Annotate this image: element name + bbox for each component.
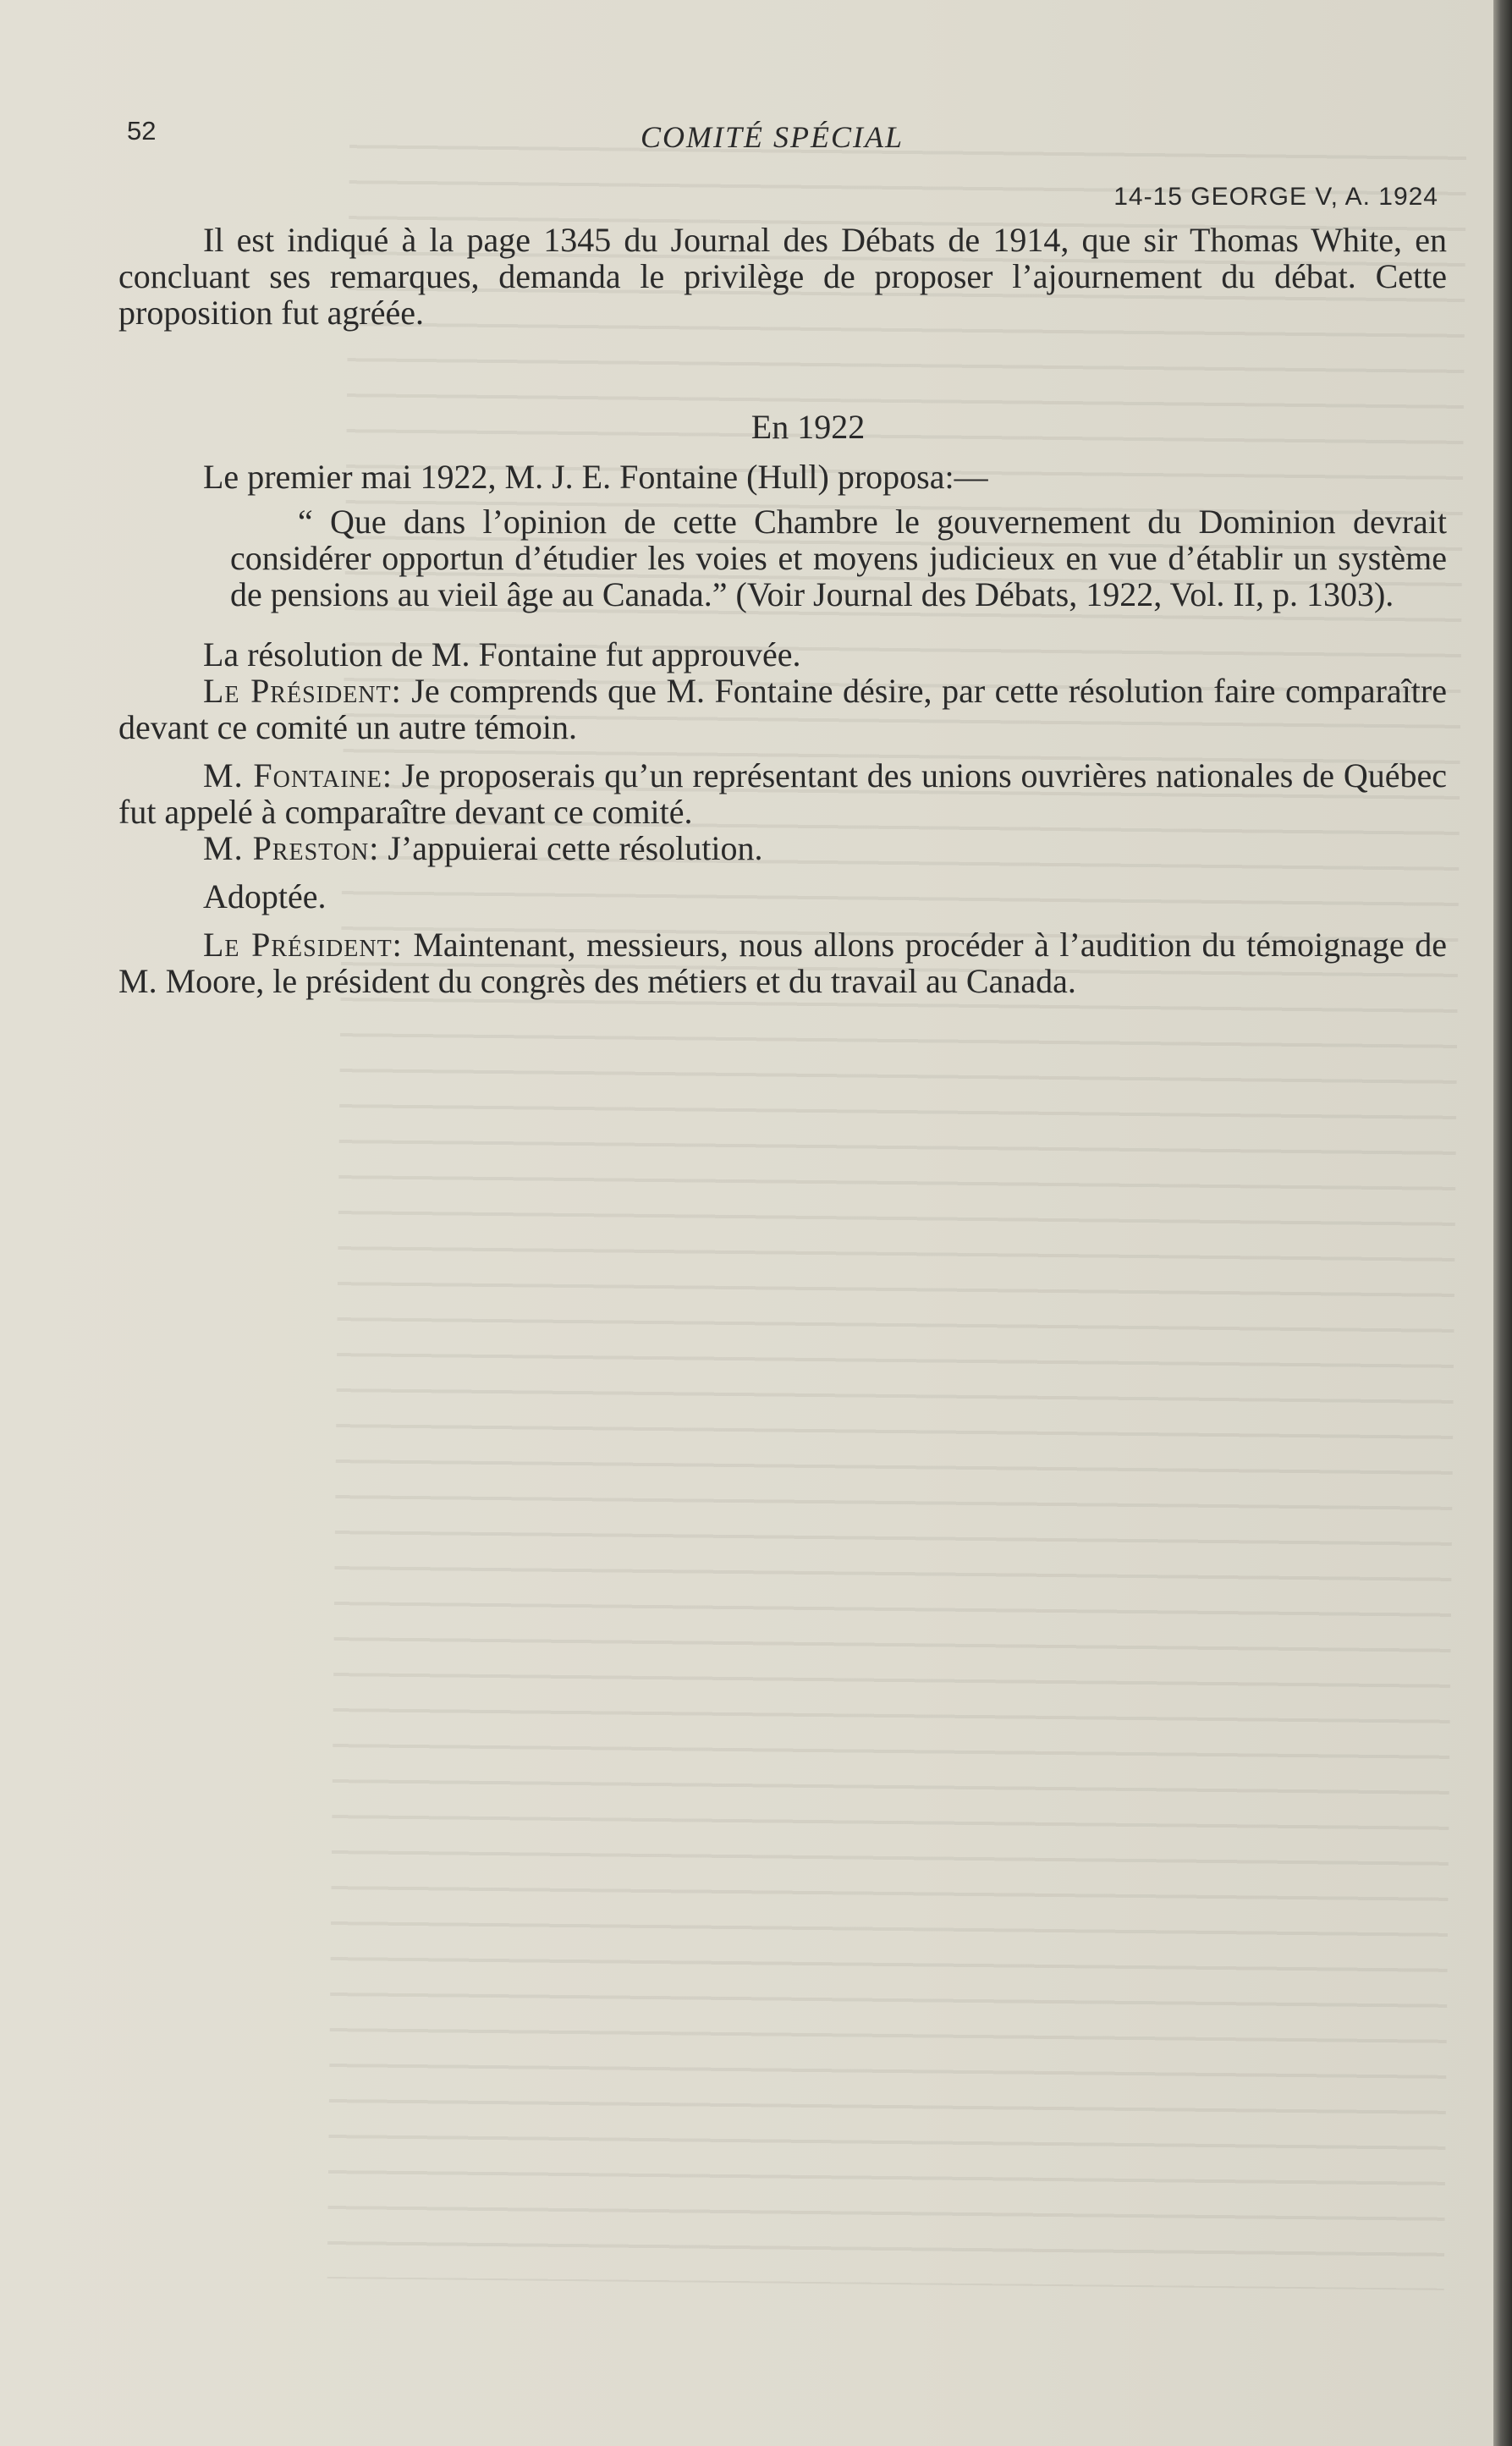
fontaine-statement — [118, 757, 1447, 830]
running-head: COMITÉ SPÉCIAL — [641, 120, 904, 154]
speaker-president: Le Président: — [203, 672, 402, 710]
resolution-approved: La résolution de M. Fontaine fut approuvée. — [203, 635, 801, 673]
page-number: 52 — [127, 116, 157, 146]
fontaine-statement-text: Je proposerais qu’un représentant des unions ouvrières nationales de Québec fut appelé à comparaître devant ce comité. — [118, 756, 1447, 831]
book-binding-edge — [1493, 0, 1512, 2446]
section-heading: En 1922 — [751, 408, 866, 446]
speaker-fontaine: M. Fontaine: — [203, 756, 393, 794]
president-closing-text: Maintenant, messieurs, nous allons procéder à l’audition du témoignage de M. Moore, le président du congrès des métiers et du travail au Canada. — [118, 926, 1447, 1000]
paragraph-ajournement: Il est indiqué à la page 1345 du Journal des Débats de 1914, que sir Thomas White, en concluant ses remarques, demanda le privilège de proposer l’ajournement du débat. Cette proposition fut agréée. — [118, 221, 1447, 332]
quote-text: “ Que dans l’opinion de cette Chambre le gouvernement du Dominion devrait considérer opportun d’étudier les voies et moyens judicieux en vue d’établir un système de pensions au vieil âge au Canada.” (Voir Journal des Débats, 1922, Vol. II, p. 1303). — [230, 503, 1447, 613]
president-closing-statement — [118, 926, 1447, 999]
preston-statement — [118, 830, 1447, 866]
adopted-line: Adoptée. — [203, 877, 327, 915]
president-statement — [118, 673, 1447, 745]
session-label: 14-15 GEORGE V, A. 1924 — [1113, 183, 1438, 211]
president-statement-text: Je comprends que M. Fontaine désire, par cette résolution faire comparaître devant ce comité un autre témoin. — [118, 672, 1447, 746]
speaker-preston: M. Preston: — [203, 829, 380, 867]
motion-intro: Le premier mai 1922, M. J. E. Fontaine (Hull) proposa:— — [203, 458, 988, 496]
speaker-president-2: Le Président: — [203, 926, 403, 964]
motion-quote — [118, 503, 1447, 613]
preston-statement-text: J’appuierai cette résolution. — [379, 829, 763, 867]
body-text — [118, 222, 1447, 999]
